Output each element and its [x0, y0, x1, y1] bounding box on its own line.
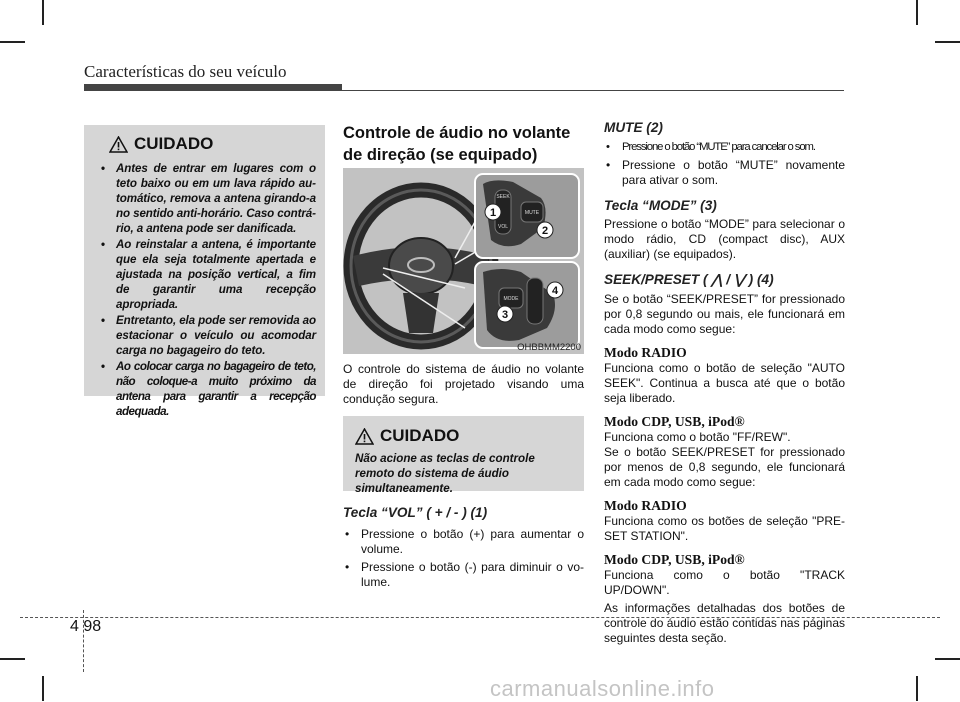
vol-heading: Tecla “VOL” ( + / - ) (1) — [343, 505, 488, 520]
crop-mark — [42, 0, 44, 25]
vol-item: • Pressione o botão (-) para diminuir o volume. — [343, 560, 584, 590]
mute-item: • Pressione o botão “MUTE” novamente para ativar o som. — [604, 158, 845, 188]
intro-paragraph: O controle do sistema de áudio no volante de direção foi projetado visando uma condução segura. — [343, 362, 584, 406]
caution-box-antenna — [84, 125, 325, 418]
crop-mark — [935, 658, 960, 660]
marker-1: 1 — [489, 207, 497, 219]
caution-title: CUIDADO — [380, 426, 460, 445]
caution-list — [93, 161, 316, 419]
marker-2: 2 — [541, 225, 549, 237]
cdp-mode-heading: Modo CDP, USB, iPod® — [604, 414, 745, 429]
cdp-mode-text: Se o botão SEEK/PRESET for pressionado por menos de 0,8 segundo, ele funcionará em cada modo como segue: — [604, 445, 845, 489]
right-column — [604, 120, 845, 646]
caution-box-audio — [343, 416, 584, 495]
button-label-vol: VOL — [497, 224, 509, 230]
cdp-mode-text: As informações detalhadas dos botões de controle do áudio estão contidas nas páginas seguintes desta seção. — [604, 601, 845, 645]
button-label-mode: MODE — [503, 296, 519, 302]
button-label-mute: MUTE — [524, 210, 540, 216]
caution-heading — [109, 134, 316, 154]
mute-heading: MUTE (2) — [604, 120, 663, 135]
vol-item: • Pressione o botão (+) para aumentar o volume. — [343, 527, 584, 557]
warning-icon — [355, 428, 374, 445]
crop-mark — [0, 658, 25, 660]
crop-mark — [916, 0, 918, 25]
seek-text: Se o botão “SEEK/PRESET” for pressionado por 0,8 segundo ou mais, ele funcionará em cada modo como segue: — [604, 292, 845, 336]
header-bar — [84, 84, 342, 91]
mute-item: • Pressione o botão “MUTE” para cancelar o som. — [604, 140, 845, 155]
seek-heading: SEEK/PRESET ( ⋀ / ⋁ ) (4) — [604, 272, 774, 287]
caution-item: • Entretanto, ela pode ser removida ao estacionar o veículo ou acomodar carga no bagageiro do teto. — [93, 313, 316, 358]
header-rule — [342, 90, 844, 91]
cdp-mode-heading: Modo CDP, USB, iPod® — [604, 552, 745, 567]
caution-item: • Antes de entrar em lugares com o teto baixo ou em um lava rápido automático, remova a antena girando-a no sentido anti-horário. Caso contrário, a antena pode ser danificada. — [93, 161, 316, 236]
marker-3: 3 — [501, 309, 509, 321]
mode-text: Pressione o botão “MODE” para selecionar o modo rádio, CD (compact disc), AUX (auxiliar) (se equipados). — [604, 217, 845, 261]
image-code: OHBBMM2200 — [517, 342, 581, 353]
steering-wheel-illustration — [343, 168, 584, 354]
caution-item: • Ao colocar carga no bagageiro de teto, não coloque-a muito próximo da antena para garantir a recepção adequada. — [93, 359, 316, 419]
warning-icon — [109, 136, 128, 153]
cdp-mode-text: Funciona como o botão "FF/REW". — [604, 430, 791, 444]
page-number: 4 98 — [70, 618, 102, 635]
mode-heading: Tecla “MODE” (3) — [604, 198, 717, 213]
cdp-mode-text: Funciona como o botão "TRACK UP/DOWN". — [604, 568, 845, 597]
caution-title: CUIDADO — [134, 134, 214, 153]
button-label-seek: SEEK — [496, 194, 510, 200]
watermark: carmanualsonline.info — [490, 676, 715, 701]
crop-mark — [935, 41, 960, 43]
caution-heading — [355, 426, 574, 446]
marker-4: 4 — [551, 285, 559, 297]
radio-mode-heading: Modo RADIO — [604, 498, 687, 513]
section-title: Controle de áudio no volante de direção (se equipado) — [343, 124, 571, 164]
radio-mode-heading: Modo RADIO — [604, 345, 687, 360]
crop-mark — [0, 41, 25, 43]
footer-rule — [20, 617, 940, 618]
crop-mark — [42, 676, 44, 701]
chapter-title: Características do seu veículo — [84, 62, 287, 81]
caution-item: • Ao reinstalar a antena, é importante que ela seja totalmente apertada e ajustada na posição vertical, a fim de garantir uma recepção apropriada. — [93, 237, 316, 312]
vol-list — [343, 527, 584, 593]
mute-list — [604, 140, 845, 188]
steering-wheel-drawing — [343, 168, 584, 354]
radio-mode-text: Funciona como os botões de seleção "PRESET STATION". — [604, 514, 845, 543]
radio-mode-text: Funciona como o botão de seleção "AUTO SEEK". Continua a busca até que o botão seja liberado. — [604, 361, 845, 405]
caution-text: Não acione as teclas de controle remoto do sistema de áudio simultaneamente. — [355, 452, 535, 495]
crop-mark — [916, 676, 918, 701]
